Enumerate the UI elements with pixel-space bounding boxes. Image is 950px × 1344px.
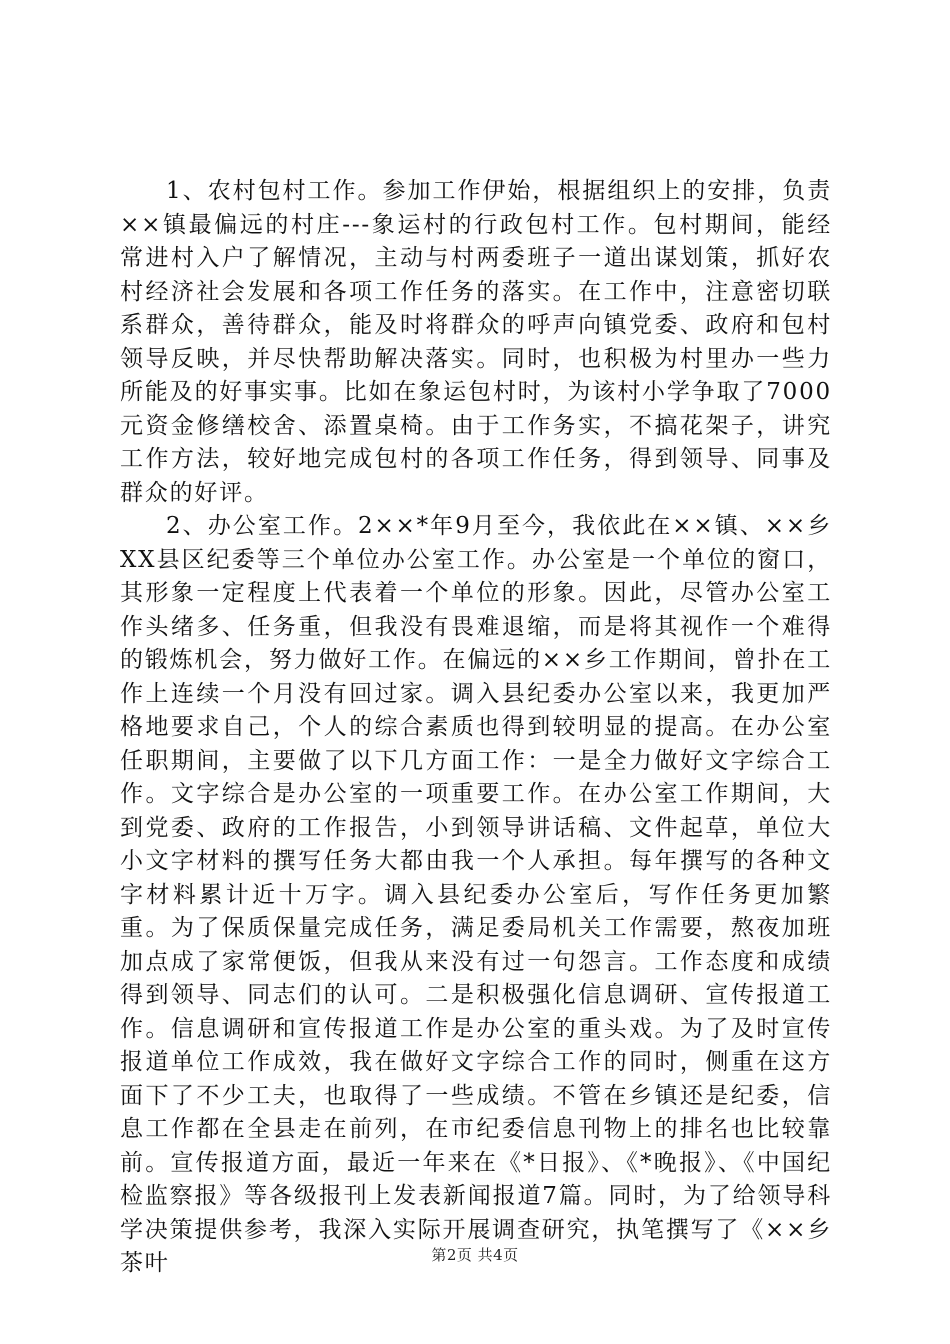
page-number-footer: 第2页 共4页 <box>431 1246 519 1264</box>
paragraph-rural-village-work: 1、农村包村工作。参加工作伊始，根据组织上的安排，负责××镇最偏远的村庄---象运村的行政包村工作。包村期间，能经常进村入户了解情况，主动与村两委班子一道出谋划策，抓好农村经济社会发展和各项工作任务的落实。在工作中，注意密切联系群众，善待群众，能及时将群众的呼声向镇党委、政府和包村领导反映，并尽快帮助解决落实。同时，也积极为村里办一些力所能及的好事实事。比如在象运包村时，为该村小学争取了7000元资金修缮校舍、添置桌椅。由于工作务实，不搞花架子，讲究工作方法，较好地完成包村的各项工作任务，得到领导、同事及群众的好评。 <box>120 178 832 506</box>
document-body <box>120 175 832 1281</box>
paragraph-office-work: 2、办公室工作。2××*年9月至今，我依此在××镇、××乡XX县区纪委等三个单位办公室工作。办公室是一个单位的窗口，其形象一定程度上代表着一个单位的形象。因此，尽管办公室工作头绪多、任务重，但我没有畏难退缩，而是将其视作一个难得的锻炼机会，努力做好工作。在偏远的××乡工作期间，曾扑在工作上连续一个月没有回过家。调入县纪委办公室以来，我更加严格地要求自己，个人的综合素质也得到较明显的提高。在办公室任职期间，主要做了以下几方面工作：一是全力做好文字综合工作。文字综合是办公室的一项重要工作。在办公室工作期间，大到党委、政府的工作报告，小到领导讲话稿、文件起草，单位大小文字材料的撰写任务大都由我一个人承担。每年撰写的各种文字材料累计近十万字。调入县纪委办公室后，写作任务更加繁重。为了保质保量完成任务，满足委局机关工作需要，熬夜加班加点成了家常便饭，但我从来没有过一句怨言。工作态度和成绩得到领导、同志们的认可。二是积极强化信息调研、宣传报道工作。信息调研和宣传报道工作是办公室的重头戏。为了及时宣传报道单位工作成效，我在做好文字综合工作的同时，侧重在这方面下了不少工夫，也取得了一些成绩。不管在乡镇还是纪委，信息工作都在全县走在前列，在市纪委信息刊物上的排名也比较靠前。宣传报道方面，最近一年来在《*日报》、《*晚报》、《中国纪检监察报》等各级报刊上发表新闻报道7篇。同时，为了给领导科学决策提供参考，我深入实际开展调查研究，执笔撰写了《××乡茶叶 <box>120 513 832 1276</box>
